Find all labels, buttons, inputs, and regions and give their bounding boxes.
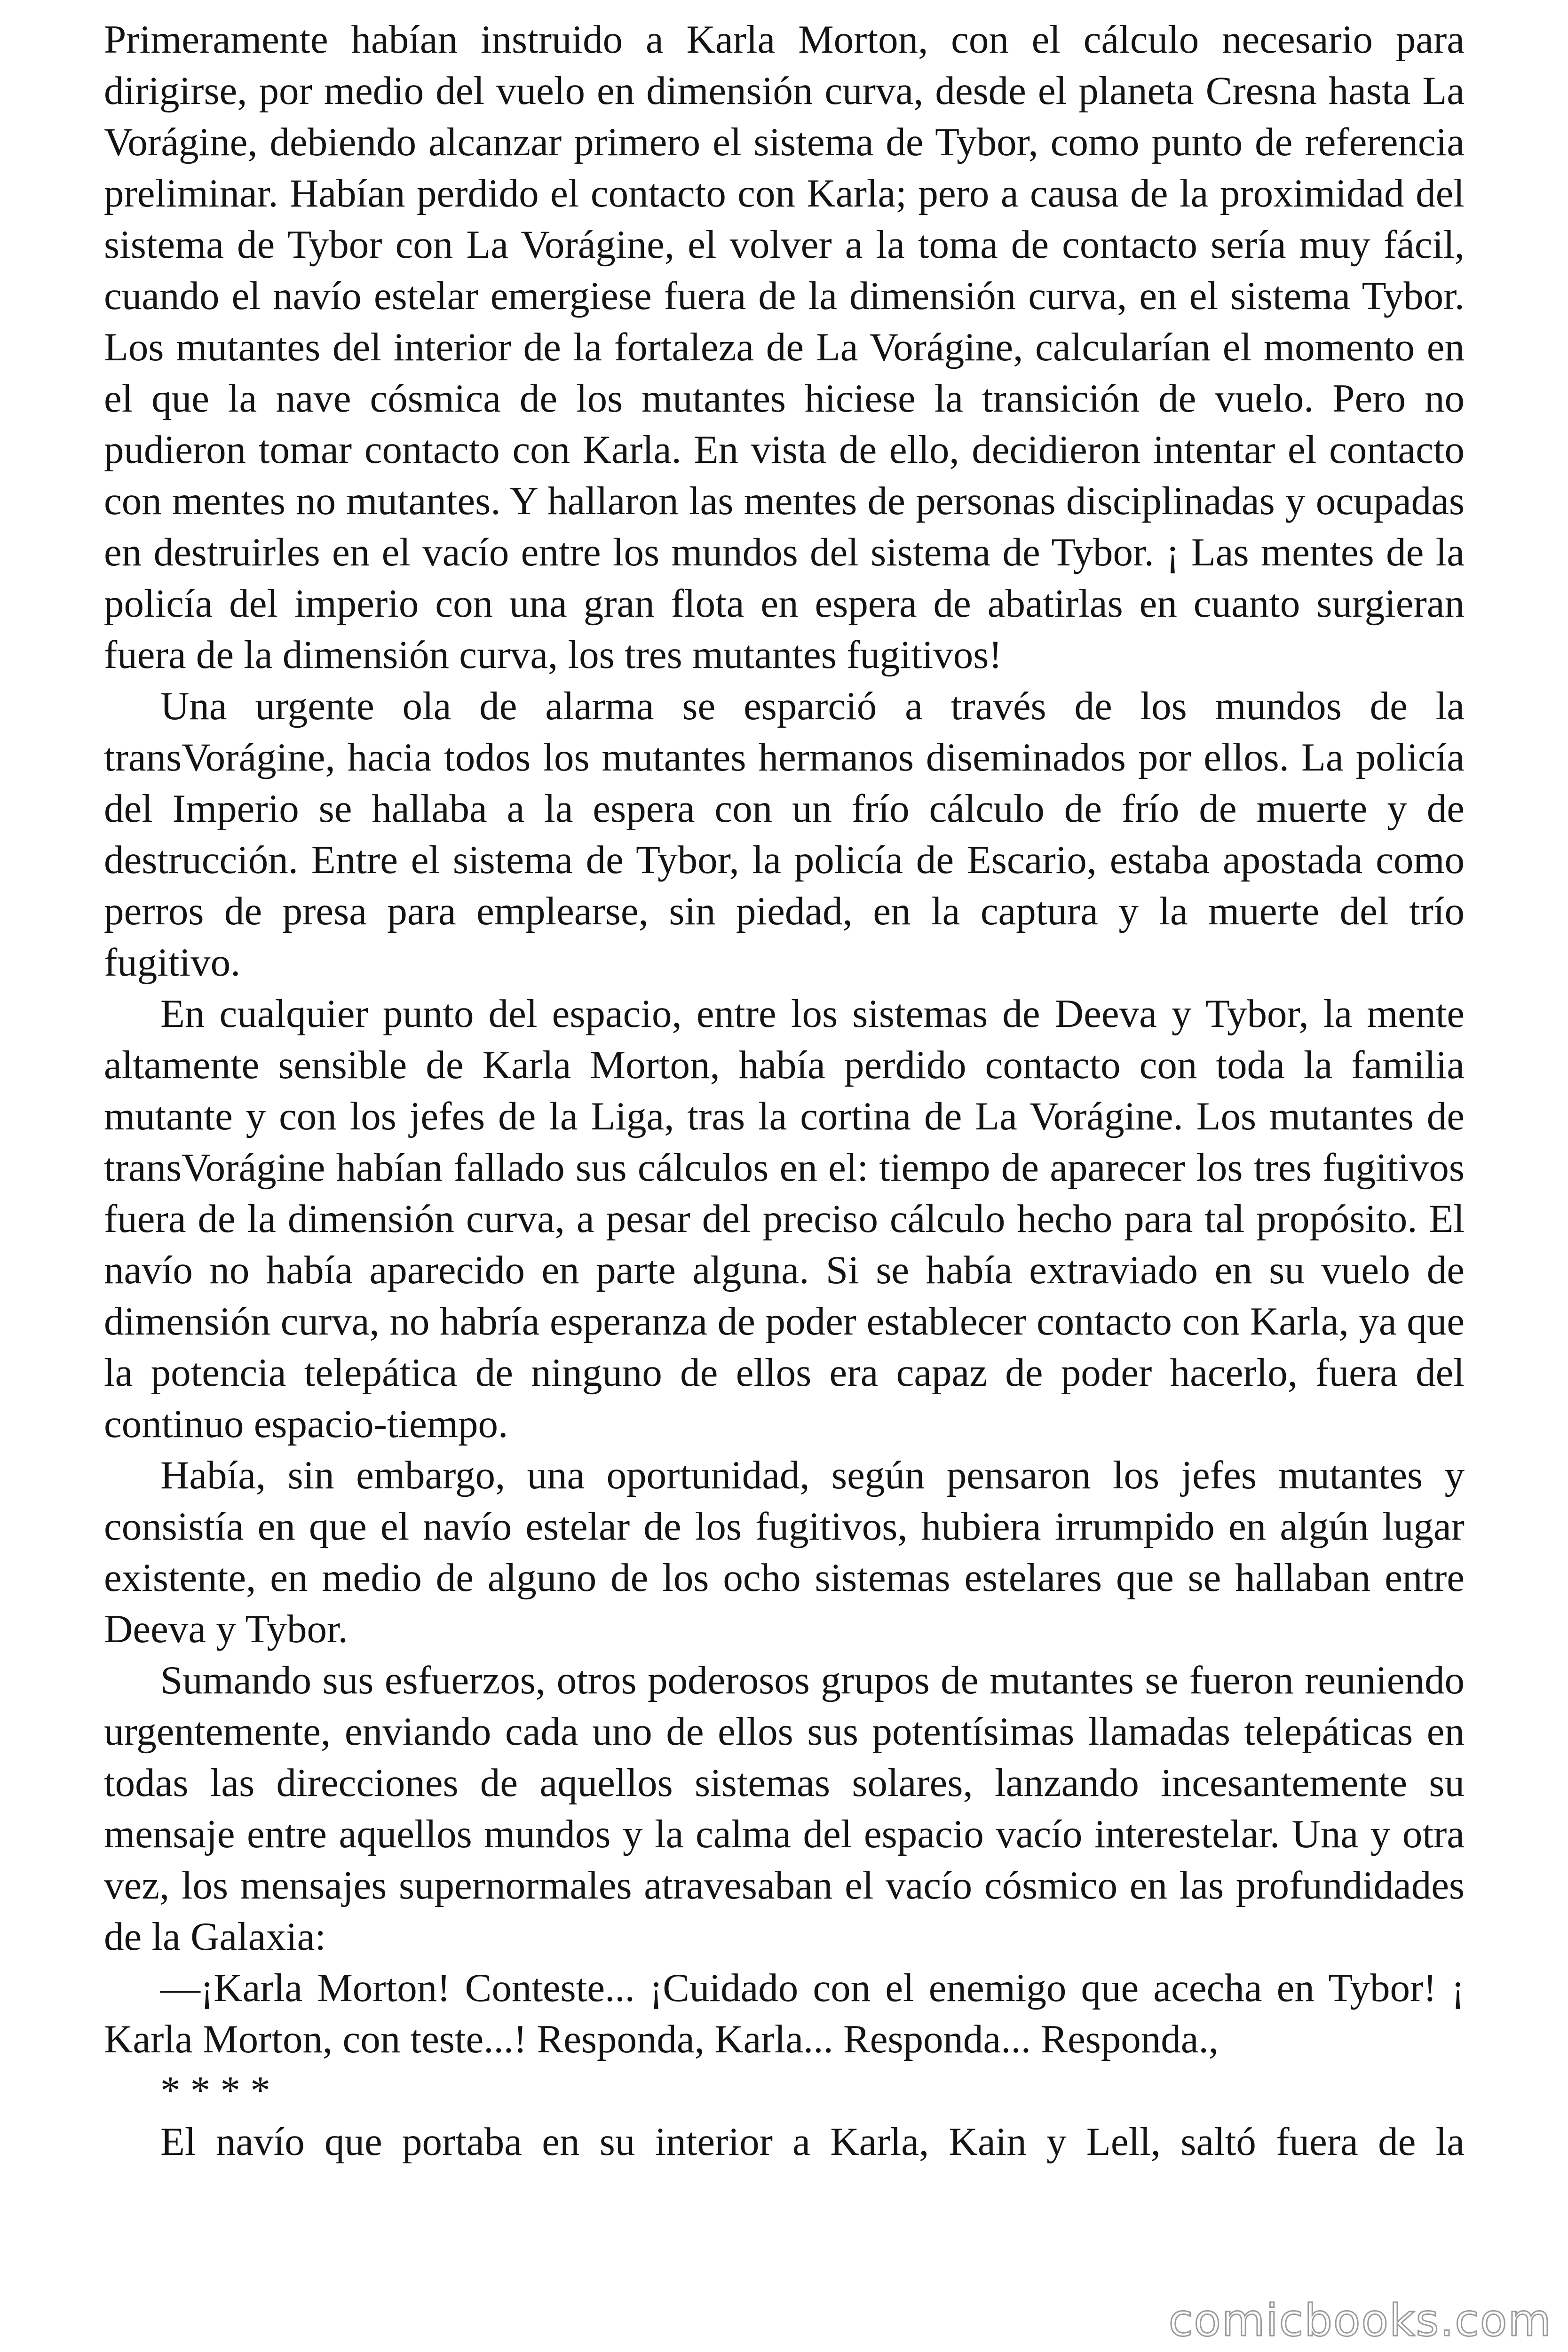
paragraph-2: Una urgente ola de alarma se esparció a través de los mundos de la transVorágine, hacia todos los mutantes hermanos diseminados por ellos. La policía del Imperio se hallaba a la espera con un frío cálculo de frío de muerte y de destrucción. Entre el sistema de Tybor, la policía de Escario, estaba apostada como perros de presa para emplearse, sin piedad, en la captura y la muerte del trío fugitivo.	[104, 684, 1465, 985]
site-watermark: comicbooks.com	[1168, 2295, 1552, 2346]
paragraph-1: Primeramente habían instruido a Karla Morton, con el cálculo necesario para dirigirse, por medio del vuelo en dimensión curva, desde el planeta Cresna hasta La Vorágine, debiendo alcanzar primero el sistema de Tybor, como punto de referencia preliminar. Habían perdido el contacto con Karla; pero a causa de la proximidad del sistema de Tybor con La Vorágine, el volver a la toma de contacto sería muy fácil, cuando el navío estelar emergiese fuera de la dimensión curva, en el sistema Tybor. Los mutantes del interior de la fortaleza de La Vorágine, calcularían el momento en el que la nave cósmica de los mutantes hiciese la transición de vuelo. Pero no pudieron tomar contacto con Karla. En vista de ello, decidieron intentar el contacto con mentes no mutantes. Y hallaron las mentes de personas disciplinadas y ocupadas en destruirles en el vacío entre los mundos del sistema de Tybor. ¡ Las mentes de la policía del imperio con una gran flota en espera de abatirlas en cuanto surgieran fuera de la dimensión curva, los tres mutantes fugitivos!	[104, 17, 1465, 677]
book-page	[104, 14, 1465, 2314]
paragraph-continued: El navío que portaba en su interior a Karla, Kain y Lell, saltó fuera de la	[160, 2120, 1465, 2164]
paragraph-5: Sumando sus esfuerzos, otros poderosos grupos de mutantes se fueron reuniendo urgentemente, enviando cada uno de ellos sus potentísimas llamadas telepáticas en todas las direcciones de aquellos sistemas solares, lanzando incesantemente su mensaje entre aquellos mundos y la calma del espacio vacío interestelar. Una y otra vez, los mensajes supernormales atravesaban el vacío cósmico en las profundidades de la Galaxia:	[104, 1658, 1465, 1959]
paragraph-3: En cualquier punto del espacio, entre los sistemas de Deeva y Tybor, la mente altamente sensible de Karla Morton, había perdido contacto con toda la familia mutante y con los jefes de la Liga, tras la cortina de La Vorágine. Los mutantes de transVorágine habían fallado sus cálculos en el: tiempo de aparecer los tres fugitivos fuera de la dimensión curva, a pesar del preciso cálculo hecho para tal propósito. El navío no había aparecido en parte alguna. Si se había extraviado en su vuelo de dimensión curva, no habría esperanza de poder establecer contacto con Karla, ya que la potencia telepática de ninguno de ellos era capaz de poder hacerlo, fuera del continuo espacio-tiempo.	[104, 992, 1465, 1446]
paragraph-4: Había, sin embargo, una oportunidad, según pensaron los jefes mutantes y consistía en que el navío estelar de los fugitivos, hubiera irrumpido en algún lugar existente, en medio de alguno de los ocho sistemas estelares que se hallaban entre Deeva y Tybor.	[104, 1453, 1465, 1651]
dialogue-paragraph: —¡Karla Morton! Conteste... ¡Cuidado con el enemigo que acecha en Tybor! ¡ Karla Morton, con teste...! Responda, Karla... Responda... Responda.,	[104, 1966, 1465, 2061]
scene-break: * * * *	[160, 2068, 270, 2113]
